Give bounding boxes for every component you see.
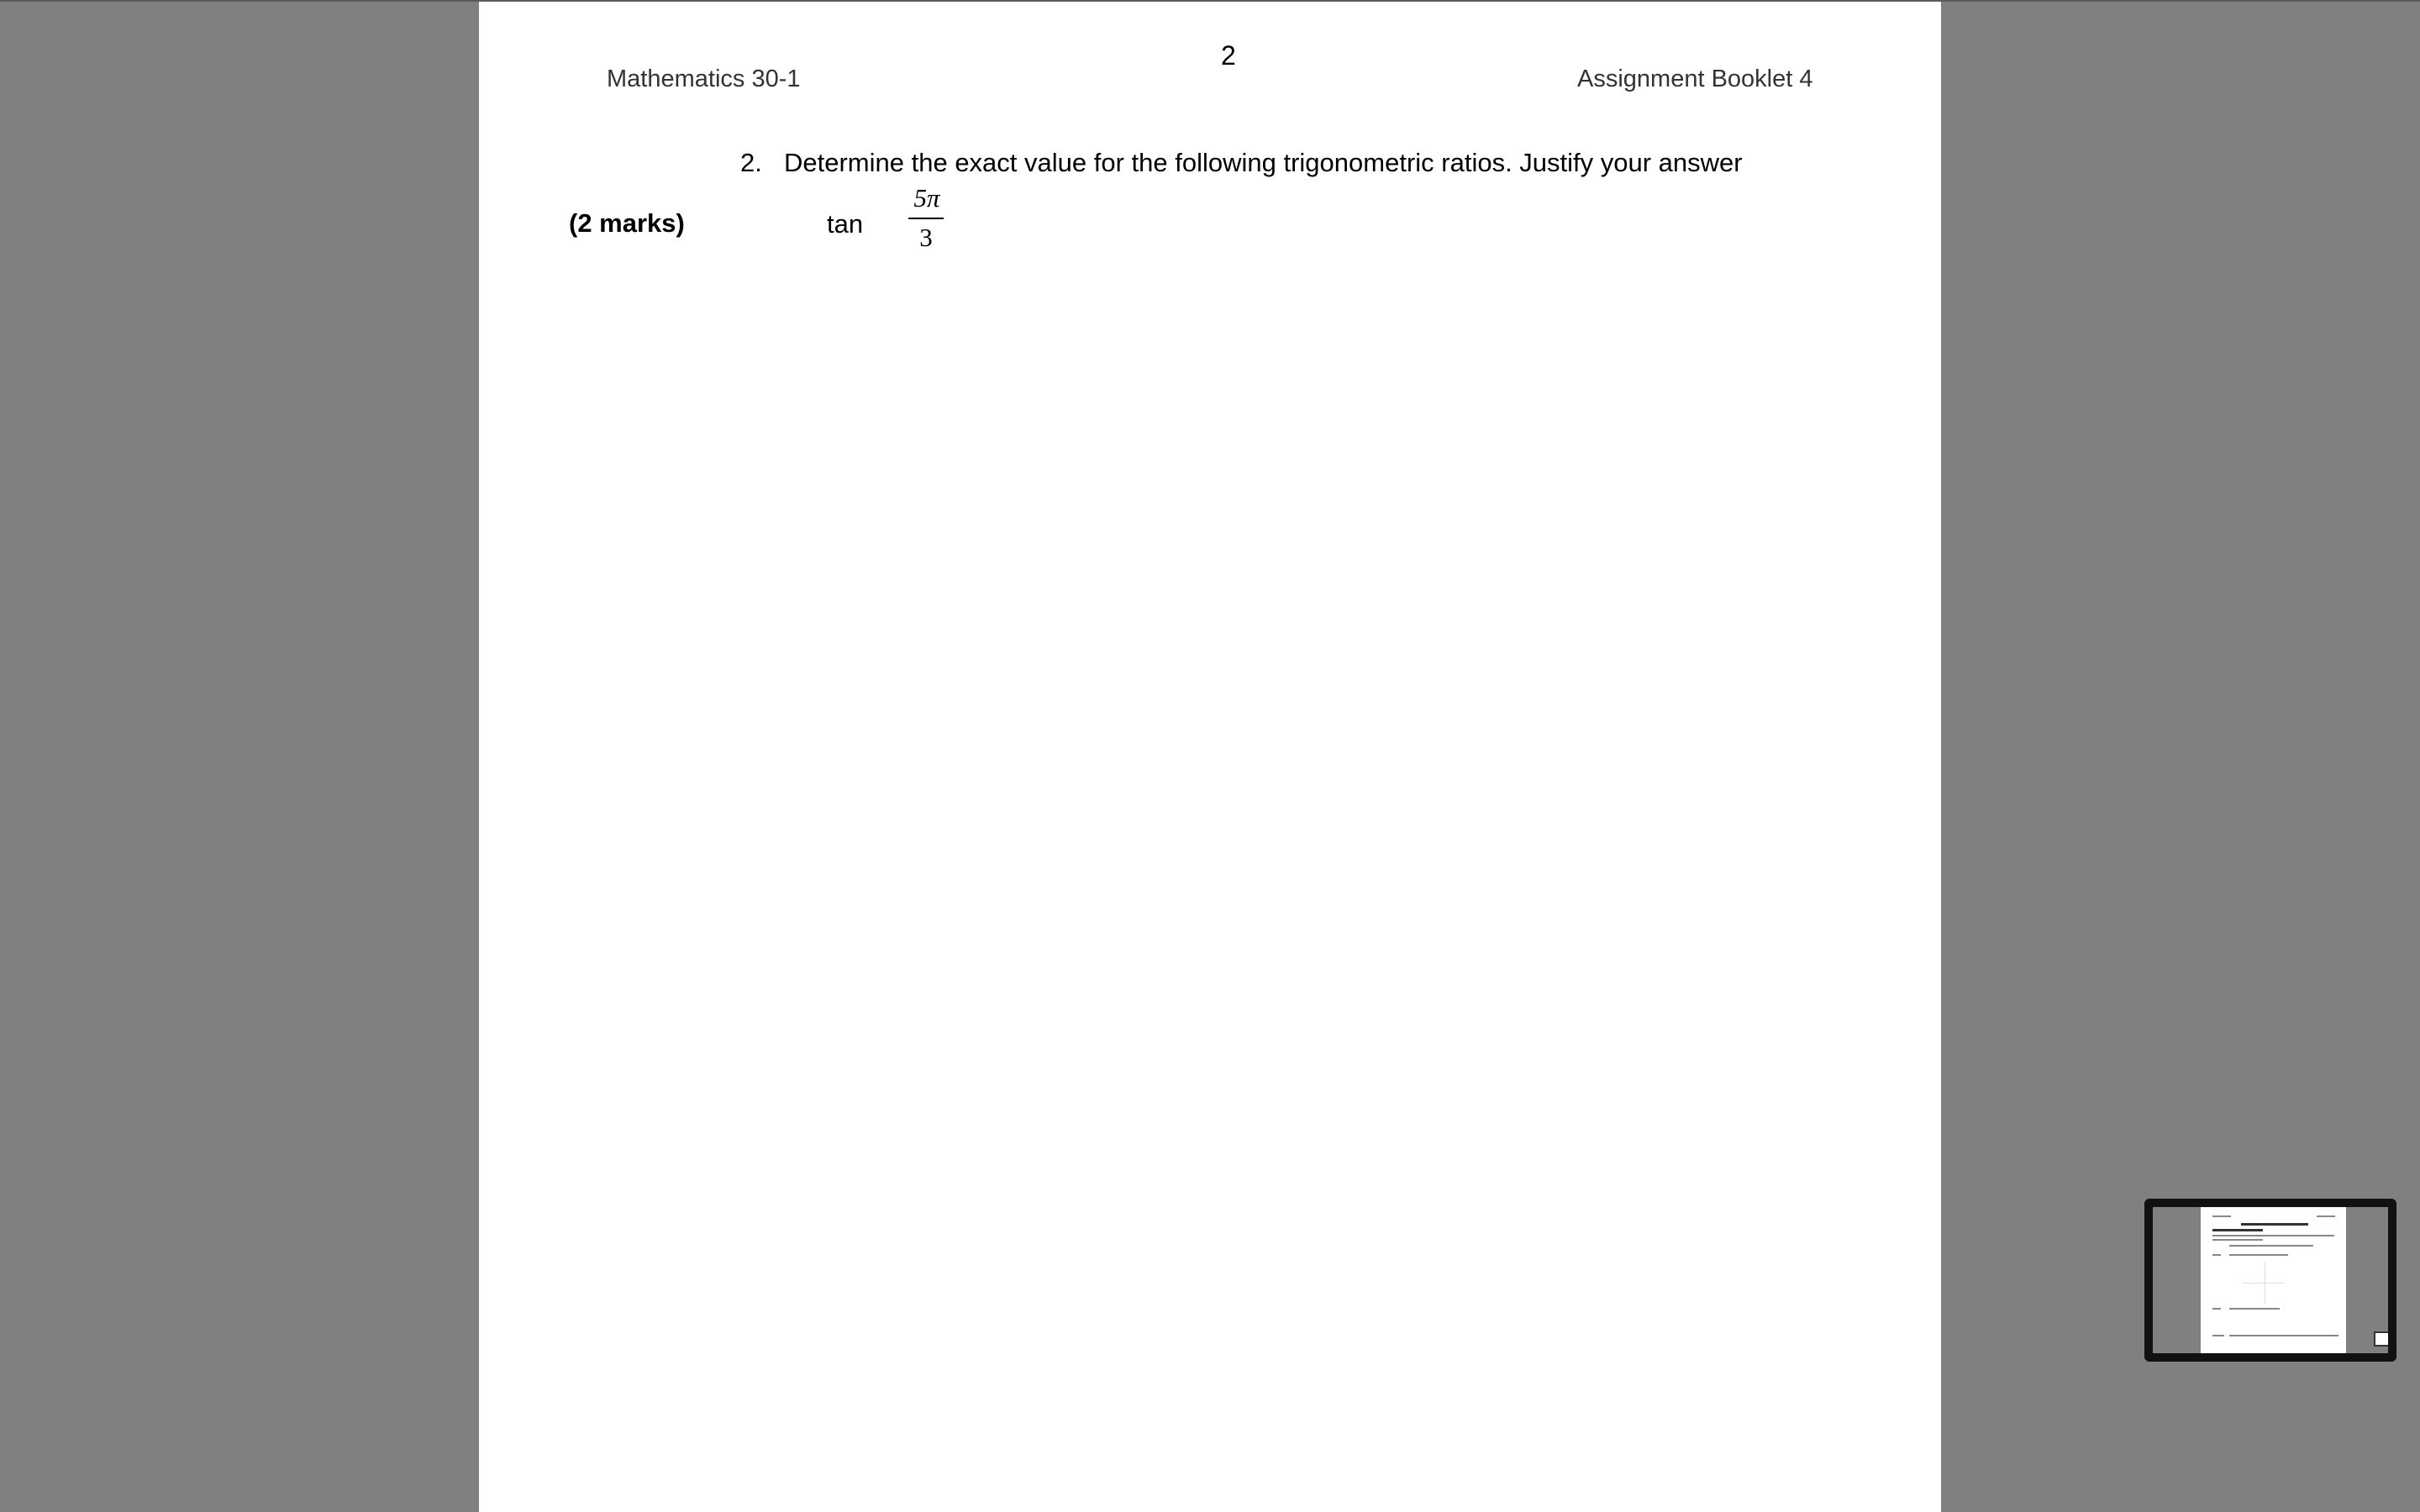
fraction-bar bbox=[908, 218, 944, 219]
header-course-title: Mathematics 30-1 bbox=[607, 66, 801, 92]
page-number: 2 bbox=[1221, 40, 1236, 71]
navigator-viewport-indicator[interactable] bbox=[2374, 1331, 2388, 1347]
question-text: Determine the exact value for the following trigonometric ratios. Justify your answer bbox=[784, 148, 1743, 177]
page-thumbnail-navigator[interactable] bbox=[2144, 1199, 2396, 1362]
question-marks: (2 marks) bbox=[569, 208, 685, 238]
document-page bbox=[479, 2, 1941, 1512]
fraction-denominator: 3 bbox=[919, 223, 933, 252]
header-booklet-title: Assignment Booklet 4 bbox=[1577, 66, 1813, 92]
navigator-preview[interactable] bbox=[2153, 1207, 2388, 1353]
navigator-page-thumbnail bbox=[2201, 1207, 2346, 1353]
fraction-numerator: 5π bbox=[913, 183, 940, 213]
trig-function: tan bbox=[827, 209, 864, 239]
question-number: 2. bbox=[740, 148, 762, 177]
